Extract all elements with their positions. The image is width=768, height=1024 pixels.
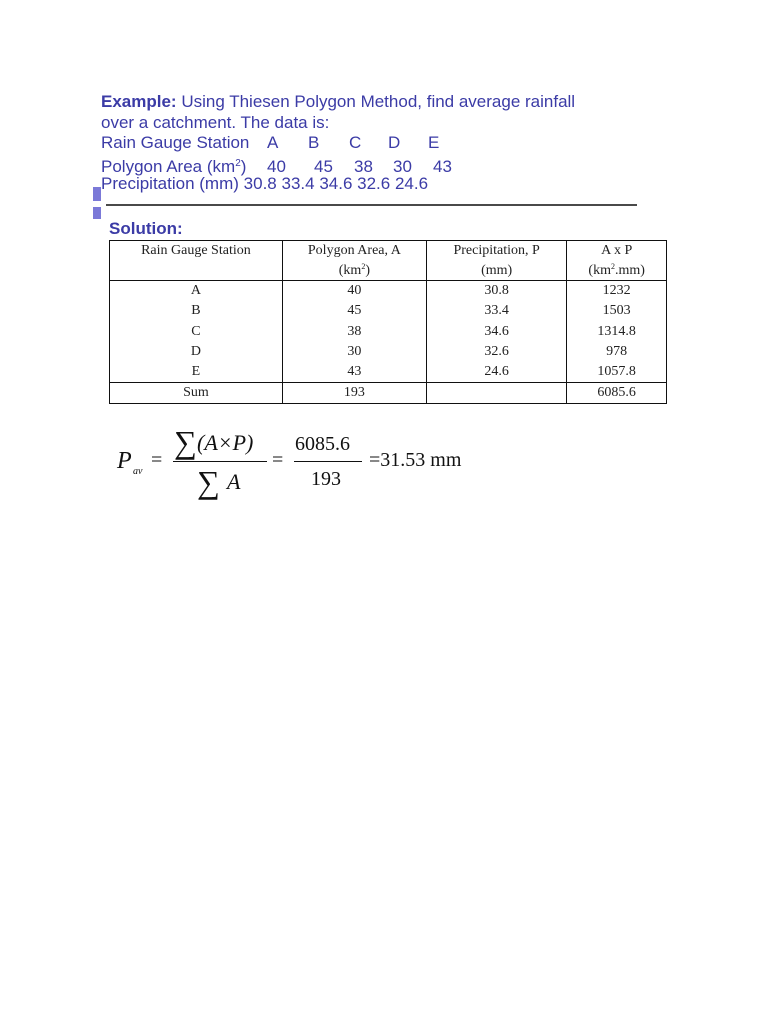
- data-value: 24.6: [394, 174, 429, 193]
- data-value: 33.4: [281, 174, 315, 193]
- table-sum-row: [110, 383, 667, 404]
- table-cell: A: [110, 281, 283, 302]
- data-value: A: [267, 133, 279, 152]
- table-header-cell: $(km^2.mm)$: [567, 261, 667, 281]
- table-cell: 32.6: [426, 342, 566, 362]
- data-value: 32.6: [357, 174, 391, 193]
- table-header-units-row: [110, 261, 667, 281]
- solution-table: [109, 240, 667, 404]
- formula-lhs: P: [117, 448, 132, 474]
- example-line-2: over a catchment. The data is:: [101, 112, 330, 132]
- average-formula: [117, 424, 517, 500]
- divider-rule: [106, 204, 637, 206]
- formula-equals: =: [272, 449, 284, 471]
- table-cell: 1232: [567, 281, 667, 302]
- data-value: B: [308, 133, 320, 152]
- example-line-1: [101, 92, 661, 113]
- table-cell: 24.6: [426, 362, 566, 383]
- accent-bar: [93, 207, 101, 219]
- formula-denominator: A: [227, 469, 241, 494]
- table-cell: 30.8: [426, 281, 566, 302]
- fraction-bar: [173, 461, 267, 462]
- table-header-cell: Polygon Area, A: [282, 241, 426, 262]
- data-value: 38: [354, 156, 373, 176]
- data-row-precip: [101, 174, 661, 195]
- table-cell: 193: [282, 383, 426, 404]
- table-cell: 1503: [567, 301, 667, 321]
- data-value: 40: [267, 156, 286, 176]
- table-cell: 40: [282, 281, 426, 302]
- example-text-1: Using Thiesen Polygon Method, find average rainfall: [181, 92, 576, 111]
- fraction-bar: [294, 461, 362, 462]
- formula-result: =31.53 mm: [369, 449, 462, 471]
- formula-den-value: 193: [311, 468, 341, 490]
- table-row: [110, 342, 667, 362]
- table-cell: C: [110, 322, 283, 342]
- solution-label: Solution:: [109, 219, 183, 238]
- table-cell: 6085.6: [567, 383, 667, 404]
- table-cell: B: [110, 301, 283, 321]
- table-row: [110, 362, 667, 383]
- data-row-stations: [101, 133, 661, 154]
- table-cell: 45: [282, 301, 426, 321]
- table-row: [110, 281, 667, 302]
- data-row-label: Polygon Area $(km^2)$: [101, 156, 247, 176]
- data-row-label: Precipitation (mm): [101, 174, 239, 193]
- accent-bar: [93, 187, 101, 201]
- data-value: E: [428, 133, 440, 152]
- table-cell: 43: [282, 362, 426, 383]
- table-cell: 30: [282, 342, 426, 362]
- table-header-cell: [110, 261, 283, 281]
- data-value: 43: [433, 156, 452, 176]
- table-header-cell: $(km^2)$: [282, 261, 426, 281]
- table-cell: E: [110, 362, 283, 383]
- table-row: [110, 322, 667, 342]
- table-cell: 978: [567, 342, 667, 362]
- table-cell: 33.4: [426, 301, 566, 321]
- data-row-label: Rain Gauge Station: [101, 133, 250, 152]
- sigma-symbol: ∑: [197, 464, 220, 500]
- data-value: D: [388, 133, 401, 152]
- table-header-cell: (mm): [426, 261, 566, 281]
- table-cell: 1314.8: [567, 322, 667, 342]
- data-row-area: [101, 154, 661, 175]
- table-cell: D: [110, 342, 283, 362]
- table-row: [110, 301, 667, 321]
- sigma-symbol: ∑: [174, 424, 197, 460]
- table-header-cell: Rain Gauge Station: [110, 241, 283, 262]
- data-value: 45: [314, 156, 333, 176]
- formula-numerator: (A×P): [197, 430, 254, 455]
- example-label: Example:: [101, 92, 177, 111]
- data-value: 30.8: [243, 174, 277, 193]
- example-block: [101, 92, 661, 195]
- formula-num-value: 6085.6: [295, 433, 350, 455]
- data-value: 30: [393, 156, 412, 176]
- data-value: 34.6: [319, 174, 353, 193]
- table-header-cell: Precipitation, P: [426, 241, 566, 262]
- table-cell: 38: [282, 322, 426, 342]
- data-value: C: [349, 133, 362, 152]
- table-header-cell: A x P: [567, 241, 667, 262]
- table-cell: 1057.8: [567, 362, 667, 383]
- table-cell: Sum: [110, 383, 283, 404]
- formula-lhs-subscript: av: [133, 466, 143, 477]
- table-cell: [426, 383, 566, 404]
- table-header-row: [110, 241, 667, 262]
- formula-equals: =: [151, 449, 163, 471]
- table-cell: 34.6: [426, 322, 566, 342]
